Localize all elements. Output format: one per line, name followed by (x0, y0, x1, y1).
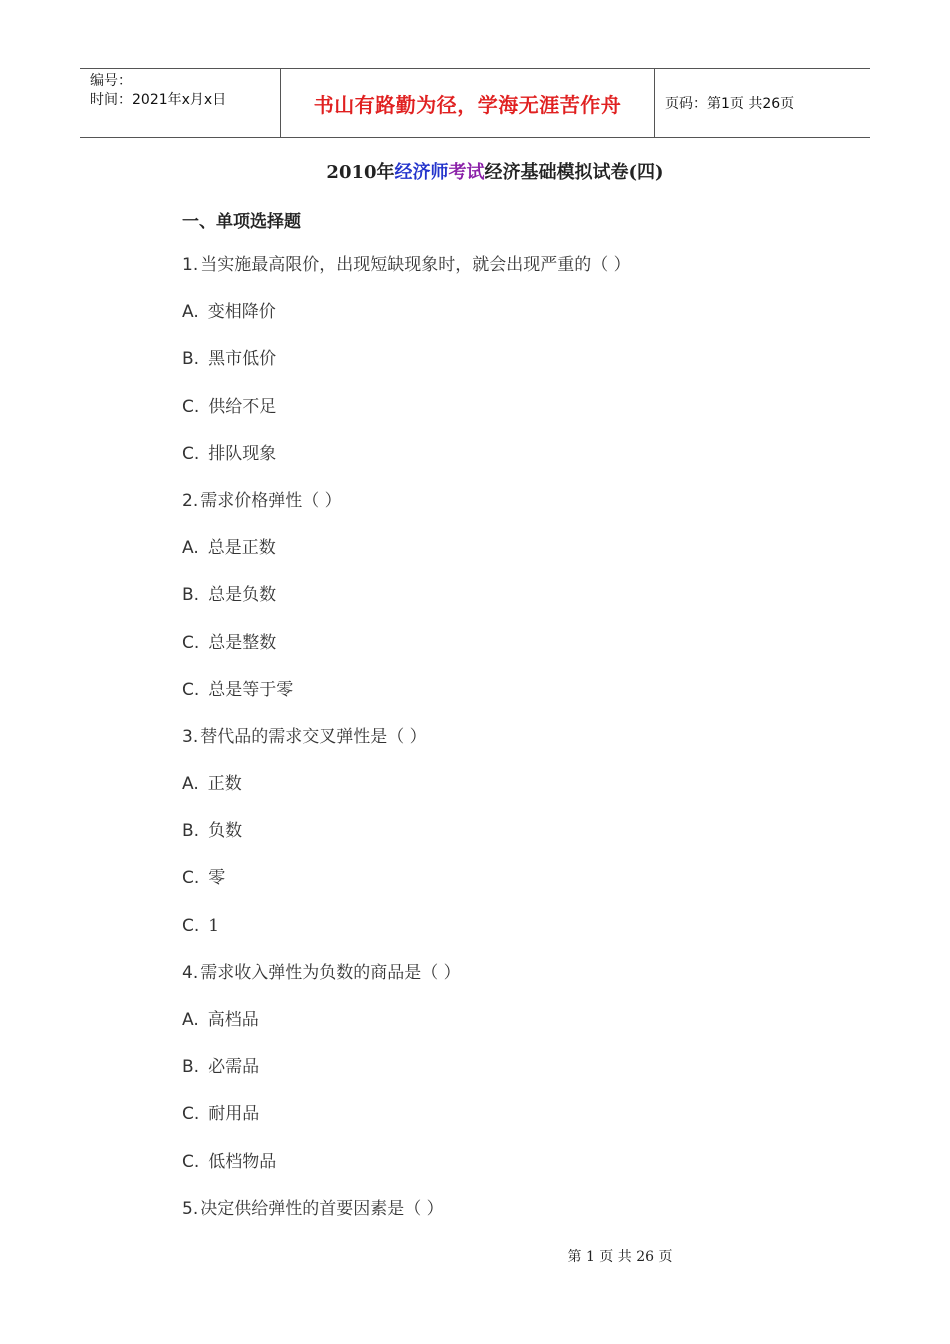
question-number: 1. (182, 255, 199, 275)
option-letter: B. (182, 585, 200, 606)
header-motto-cell (281, 69, 655, 137)
option-text: 总是正数 (207, 538, 276, 559)
option-text: 负数 (208, 821, 243, 842)
page-info-text: 页码：第1页 共26页 (665, 96, 795, 112)
option-item (182, 441, 631, 488)
option-letter: C. (182, 915, 200, 936)
option-text: 低档物品 (208, 1151, 277, 1172)
option-item (182, 1149, 631, 1196)
title-link-exam[interactable]: 考试 (448, 162, 485, 183)
question-number: 5. (182, 1198, 199, 1219)
option-letter: C. (182, 1104, 200, 1125)
time-label: 时间：2021年x月x日 (90, 92, 227, 108)
question-list (182, 252, 631, 1243)
option-letter: C. (182, 868, 200, 889)
header-meta (80, 69, 281, 137)
option-item (182, 865, 631, 912)
option-letter: A. (182, 302, 199, 323)
question-number: 2. (182, 490, 199, 511)
option-letter: C. (182, 1151, 200, 1172)
number-label: 编号： (90, 73, 132, 89)
option-text: 高档品 (207, 1010, 259, 1030)
question-item (182, 960, 631, 1007)
option-letter: B. (182, 821, 200, 842)
option-item (182, 346, 631, 393)
title-link-economist[interactable]: 经济师 (394, 162, 449, 183)
page-header (80, 68, 870, 138)
question-text: 替代品的需求交叉弹性是（ ） (200, 726, 427, 747)
option-letter: B. (182, 1057, 200, 1078)
option-text: 排队现象 (208, 443, 277, 464)
question-item (182, 1196, 631, 1243)
option-item (182, 1054, 631, 1101)
question-text: 需求收入弹性为负数的商品是（ ） (200, 962, 461, 983)
option-item (182, 582, 631, 629)
option-item (182, 1101, 631, 1148)
question-item (182, 252, 631, 299)
option-letter: C. (182, 396, 200, 417)
option-item (182, 1007, 631, 1054)
question-item (182, 488, 631, 535)
option-letter: A. (182, 774, 199, 795)
option-item (182, 394, 631, 441)
option-item (182, 677, 631, 724)
option-text: 正数 (207, 774, 242, 795)
title-prefix: 2010年 (326, 162, 395, 183)
option-item (182, 299, 631, 346)
option-text: 总是负数 (208, 585, 277, 606)
option-text: 供给不足 (208, 396, 277, 417)
option-text: 耐用品 (208, 1104, 260, 1125)
option-letter: B. (182, 349, 200, 370)
option-item (182, 535, 631, 582)
question-item (182, 724, 631, 771)
question-number: 4. (182, 962, 199, 983)
question-text: 当实施最高限价，出现短缺现象时，就会出现严重的（ ） (200, 255, 631, 275)
option-text: 总是整数 (208, 632, 277, 653)
option-text: 零 (208, 868, 226, 889)
option-text: 1 (208, 915, 220, 936)
option-item (182, 913, 631, 960)
question-text: 需求价格弹性（ ） (200, 490, 342, 511)
motto-text: 书山有路勤为径，学海无涯苦作舟 (313, 92, 622, 117)
option-item (182, 771, 631, 818)
question-number: 3. (182, 726, 199, 747)
option-text: 必需品 (208, 1057, 260, 1078)
document-title (0, 158, 950, 184)
section-title: 一、单项选择题 (182, 212, 301, 232)
question-text: 决定供给弹性的首要因素是（ ） (200, 1198, 444, 1219)
option-text: 总是等于零 (208, 679, 294, 700)
option-item (182, 630, 631, 677)
option-letter: C. (182, 632, 200, 653)
title-suffix: 经济基础模拟试卷(四) (484, 162, 664, 183)
page-footer: 第 1 页 共 26 页 (567, 1249, 673, 1265)
header-page-info (655, 69, 870, 137)
option-item (182, 818, 631, 865)
option-letter: C. (182, 679, 200, 700)
option-letter: A. (182, 538, 199, 559)
option-letter: C. (182, 443, 200, 464)
option-letter: A. (182, 1010, 199, 1030)
option-text: 变相降价 (207, 302, 276, 323)
option-text: 黑市低价 (208, 349, 277, 370)
